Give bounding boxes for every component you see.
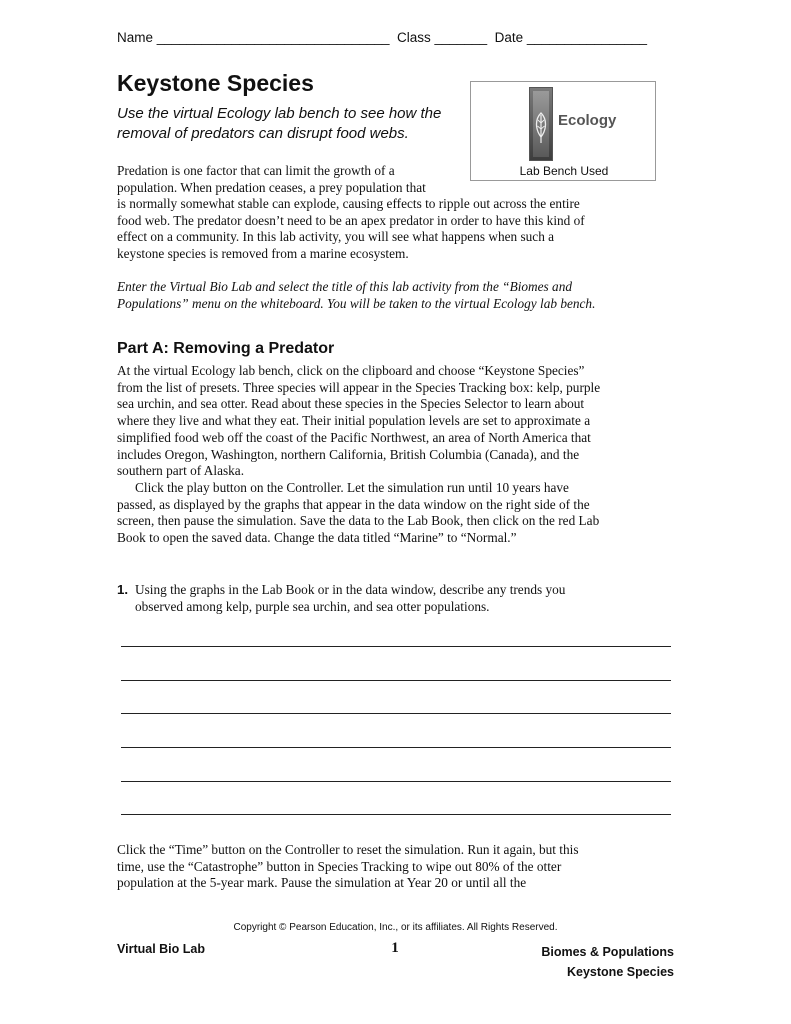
- intro-line-1: Predation is one factor that can limit the growth of a: [117, 163, 395, 178]
- part-a-paragraph-2: Click the play button on the Controller. Let the simulation run until 10 years have passed, as displayed by the graphs that appear in the data window on the right side of the screen, then pause the simulation. Save the data to the Lab Book, then click on the red Lab Book to open the saved data. Change the data titled “Marine” to “Normal.”: [117, 480, 600, 546]
- part-a-paragraph-1: At the virtual Ecology lab bench, click on the clipboard and choose “Keystone Species” from the list of presets. Three species will appear in the Species Tracking box: kelp, purple sea urchin, and sea otter. Read about these species in the Species Selector to learn about where they live and what they eat. Their initial population levels are set to approximate a simplified food web off the coast of the Pacific Northwest, an area of North America that includes Oregon, Washington, northern California, British Columbia (Canada), and the southern part of Alaska.: [117, 363, 601, 479]
- page-title: Keystone Species: [117, 70, 314, 96]
- page-subtitle: Use the virtual Ecology lab bench to see how the removal of predators can disrupt food webs.: [117, 105, 442, 142]
- answer-line-4[interactable]: [121, 747, 671, 748]
- question-1-number: 1.: [117, 582, 129, 597]
- lab-bench-caption: Lab Bench Used: [519, 164, 609, 178]
- intro-paragraph-start: [117, 163, 457, 196]
- intro-paragraph-rest: is normally somewhat stable can explode, causing effects to ripple out across the entire food web. The predator doesn’t need to be an apex predator in order to have this kind of effect on a community. In this lab activity, you will see what happens when such a keystone species is removed from a marine ecosystem.: [117, 196, 585, 262]
- question-1-text: Using the graphs in the Lab Book or in the data window, describe any trends you observed among kelp, purple sea urchin, and sea otter populations.: [135, 582, 566, 614]
- footer-unit-name: Biomes & Populations: [541, 945, 674, 959]
- name-class-date-line: Name _______________________________ Class _______ Date ________________: [117, 30, 647, 45]
- lab-bench-box: [470, 81, 656, 181]
- footer-activity-name: Keystone Species: [567, 965, 674, 979]
- lab-bench-name: Ecology: [558, 112, 617, 129]
- part-a-heading: Part A: Removing a Predator: [117, 340, 335, 357]
- answer-line-2[interactable]: [121, 680, 671, 681]
- leaf-icon: [529, 87, 553, 161]
- instructions-paragraph: Enter the Virtual Bio Lab and select the title of this lab activity from the “Biomes and Populations” menu on the whiteboard. You will be taken to the virtual Ecology lab bench.: [117, 279, 596, 311]
- footer-unit-info: [541, 942, 674, 982]
- answer-line-3[interactable]: [121, 713, 671, 714]
- copyright-notice: Copyright © Pearson Education, Inc., or its affiliates. All Rights Reserved.: [233, 922, 558, 933]
- answer-line-5[interactable]: [121, 781, 671, 782]
- answer-line-1[interactable]: [121, 646, 671, 647]
- answer-line-6[interactable]: [121, 814, 671, 815]
- footer-course-name: Virtual Bio Lab: [117, 942, 205, 956]
- intro-line-2: population. When predation ceases, a prey population that: [117, 179, 426, 195]
- page-number: 1: [391, 940, 399, 956]
- closing-paragraph: Click the “Time” button on the Controller to reset the simulation. Run it again, but this time, use the “Catastrophe” button in Species Tracking to wipe out 80% of the otter population at the 5-year mark. Pause the simulation at Year 20 or until all the: [117, 842, 579, 891]
